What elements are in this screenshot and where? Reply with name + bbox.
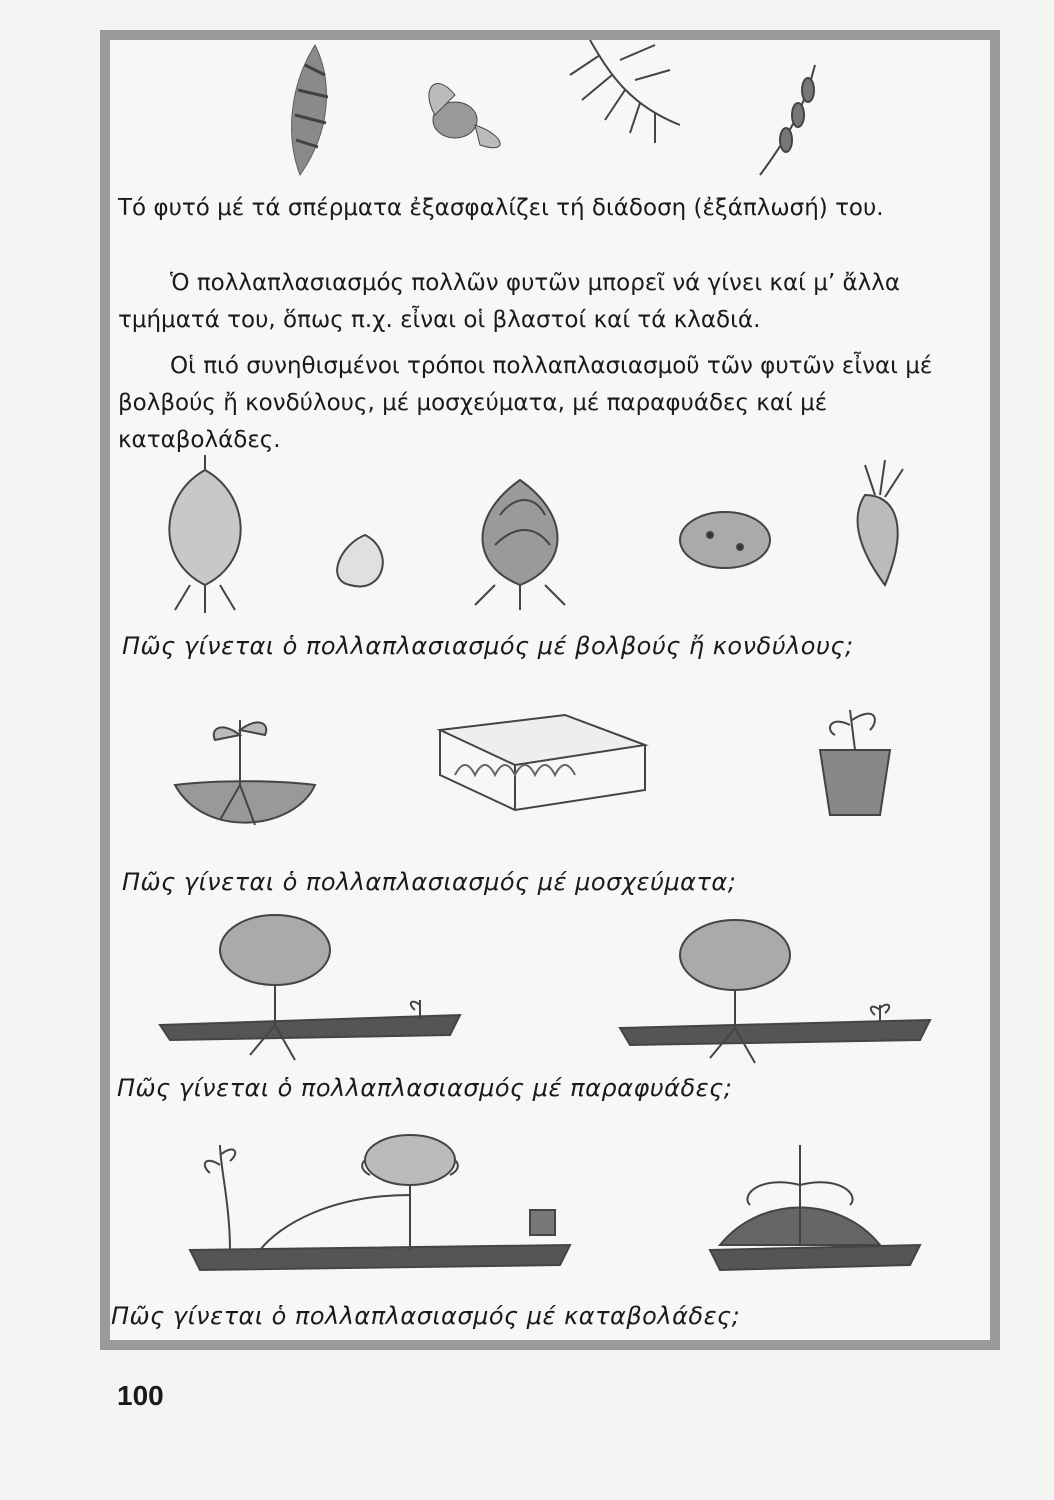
paragraph-other-parts-text: Ὁ πολλαπλασιασμός πολλῶν φυτῶν μπορεῖ νά γίνει καί μ’ ἄλλα τμήματά του, ὅπως π.χ. εἶναι οἱ βλαστοί καί τά κλαδιά.	[118, 270, 901, 333]
grass-seed-head-drawing	[760, 65, 815, 175]
winged-seed-drawing	[429, 84, 500, 148]
cuttings-illustrations	[175, 690, 945, 860]
propagation-box-drawing	[440, 715, 645, 810]
pine-branch-drawing	[570, 40, 680, 143]
seed-illustrations	[260, 35, 860, 185]
onion-bulb-drawing	[169, 455, 240, 613]
question-suckers: Πῶς γίνεται ὁ πολλαπλασιασμός μέ παραφυάδες;	[117, 1074, 733, 1102]
question-cuttings: Πῶς γίνεται ὁ πολλαπλασιασμός μέ μοσχεύματα;	[122, 868, 737, 896]
rooted-cutting-drawing	[175, 720, 315, 825]
layering-illustrations	[160, 1125, 940, 1295]
conifer-cone-drawing	[292, 45, 328, 175]
paragraph-other-parts	[118, 265, 988, 339]
potted-cutting-drawing	[820, 710, 890, 815]
mound-layering-drawing	[710, 1145, 920, 1270]
carrot-root-drawing	[858, 460, 903, 585]
page-number: 100	[117, 1380, 164, 1411]
tree-with-grown-sucker-drawing	[620, 920, 930, 1063]
paragraph-common-methods-text: Οἱ πιό συνηθισμένοι τρόποι πολλαπλασιασμοῦ τῶν φυτῶν εἶναι μέ βολβούς ἤ κονδύλους, μέ μοσχεύματα, μέ παραφυάδες καί μέ καταβολάδες.	[118, 353, 933, 453]
question-bulbs: Πῶς γίνεται ὁ πολλαπλασιασμός μέ βολβούς ἤ κονδύλους;	[122, 632, 854, 660]
suckers-illustrations	[160, 910, 940, 1070]
tulip-bulb-drawing	[475, 480, 565, 610]
bean-seed-drawing	[337, 535, 383, 586]
layered-branch-drawing	[190, 1135, 570, 1270]
bulb-tuber-illustrations	[150, 455, 920, 625]
question-layering: Πῶς γίνεται ὁ πολλαπλασιασμός μέ καταβολάδες;	[111, 1302, 741, 1330]
paragraph-common-methods	[118, 348, 988, 459]
tree-with-sucker-drawing	[160, 915, 460, 1060]
paragraph-seeds: Τό φυτό μέ τά σπέρματα ἐξασφαλίζει τή διάδοση (ἐξάπλωσή) του.	[118, 195, 884, 221]
potato-tuber-drawing	[680, 512, 770, 568]
